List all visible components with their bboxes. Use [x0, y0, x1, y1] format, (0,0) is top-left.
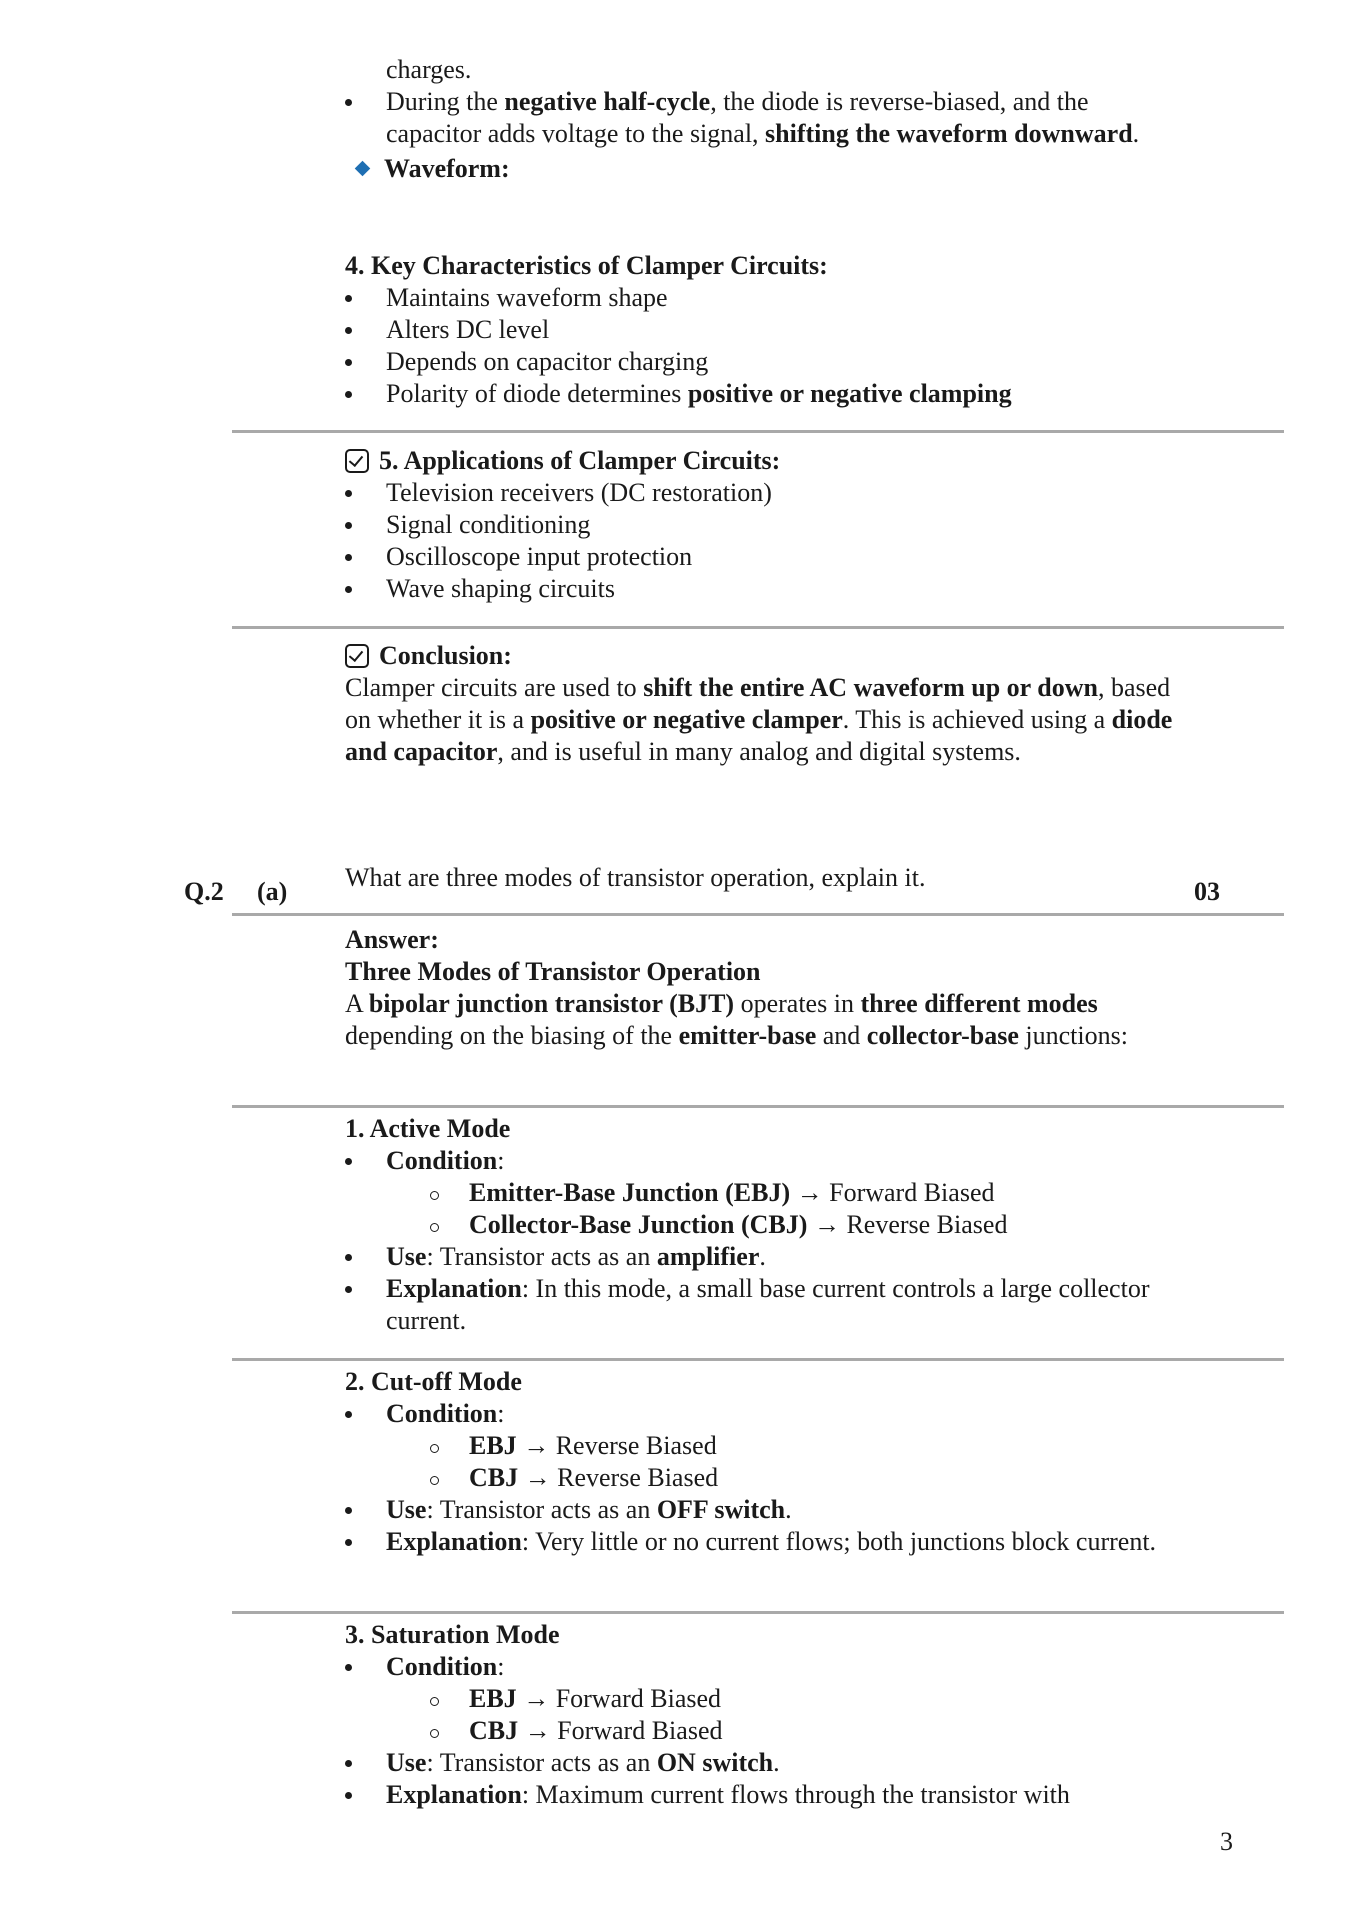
list-item: Maintains waveform shape	[345, 282, 1185, 314]
conditions-list	[345, 1177, 1185, 1241]
section-heading: Conclusion:	[345, 640, 1185, 672]
use-item: Use: Transistor acts as an amplifier.	[345, 1241, 1185, 1273]
explanation-item: Explanation: Very little or no current flows; both junctions block current.	[345, 1526, 1185, 1558]
characteristics-list	[345, 282, 1185, 410]
waveform-label: Waveform:	[345, 153, 1185, 185]
mode-details	[345, 1241, 1185, 1337]
condition-item: Condition:	[345, 1651, 1185, 1683]
list-item: Oscilloscope input protection	[345, 541, 1185, 573]
list-item: During the negative half-cycle, the diode is reverse-biased, and the capacitor adds voltage to the signal, shifting the waveform downward.	[345, 86, 1185, 150]
list-item: Emitter-Base Junction (EBJ) → Forward Biased	[345, 1177, 1185, 1209]
question-part: (a)	[257, 877, 288, 906]
diamond-icon	[355, 161, 371, 177]
list-item: Television receivers (DC restoration)	[345, 477, 1185, 509]
section-conclusion	[345, 640, 1185, 768]
answer-intro-paragraph: A bipolar junction transistor (BJT) operates in three different modes depending on the biasing of the emitter-base and collector-base junctions:	[345, 989, 1128, 1050]
explanation-item: Explanation: In this mode, a small base current controls a large collector current.	[345, 1273, 1185, 1337]
page-number: 3	[1220, 1827, 1233, 1856]
list-item: Depends on capacitor charging	[345, 346, 1185, 378]
condition-item: Condition:	[345, 1398, 1185, 1430]
list-item: Polarity of diode determines positive or negative clamping	[345, 378, 1185, 410]
list-item: Wave shaping circuits	[345, 573, 1185, 605]
checkbox-check-icon	[345, 449, 369, 473]
question-text: What are three modes of transistor operation, explain it.	[345, 863, 926, 892]
question-marks: 03	[1194, 877, 1220, 906]
condition-item: Condition:	[345, 1145, 1185, 1177]
list-item: Collector-Base Junction (CBJ) → Reverse Biased	[345, 1209, 1185, 1241]
divider	[232, 1358, 1284, 1361]
section-key-characteristics	[345, 250, 1185, 410]
answer-title: Three Modes of Transistor Operation	[345, 957, 761, 986]
mode-saturation	[345, 1619, 1185, 1811]
divider	[232, 626, 1284, 629]
section-applications	[345, 445, 1185, 605]
mode-active	[345, 1113, 1185, 1337]
question-number: Q.2	[184, 877, 224, 906]
mode-details	[345, 1398, 1185, 1430]
conclusion-paragraph: Clamper circuits are used to shift the entire AC waveform up or down, based on whether it is a positive or negative clamper. This is achieved using a diode and capacitor, and is useful in many analog and digital systems.	[345, 673, 1173, 766]
mode-details	[345, 1145, 1185, 1177]
explanation-item: Explanation: Maximum current flows through the transistor with	[345, 1779, 1185, 1811]
mode-cutoff	[345, 1366, 1185, 1558]
use-item: Use: Transistor acts as an ON switch.	[345, 1747, 1185, 1779]
mode-heading: 3. Saturation Mode	[345, 1620, 560, 1649]
mode-details	[345, 1747, 1185, 1811]
divider	[232, 1105, 1284, 1108]
conditions-list	[345, 1683, 1185, 1747]
use-item: Use: Transistor acts as an OFF switch.	[345, 1494, 1185, 1526]
list-item: CBJ → Forward Biased	[345, 1715, 1185, 1747]
list-item: Signal conditioning	[345, 509, 1185, 541]
divider	[232, 1611, 1284, 1614]
mode-details	[345, 1651, 1185, 1683]
divider	[232, 913, 1284, 916]
checkbox-check-icon	[345, 644, 369, 668]
mode-details	[345, 1494, 1185, 1558]
section-heading: 4. Key Characteristics of Clamper Circuits:	[345, 251, 828, 280]
applications-list	[345, 477, 1185, 605]
list-item: EBJ → Reverse Biased	[345, 1430, 1185, 1462]
list-item: CBJ → Reverse Biased	[345, 1462, 1185, 1494]
continued-text: charges.	[386, 55, 472, 84]
list-item: Alters DC level	[345, 314, 1185, 346]
answer-intro	[345, 924, 1185, 1052]
mode-heading: 2. Cut-off Mode	[345, 1367, 522, 1396]
section-heading: 5. Applications of Clamper Circuits:	[345, 445, 1185, 477]
mode-heading: 1. Active Mode	[345, 1114, 511, 1143]
divider	[232, 430, 1284, 433]
top-continuation	[345, 54, 1185, 185]
list-item: EBJ → Forward Biased	[345, 1683, 1185, 1715]
answer-label: Answer:	[345, 925, 439, 954]
conditions-list	[345, 1430, 1185, 1494]
negative-cycle-list	[345, 86, 1185, 150]
